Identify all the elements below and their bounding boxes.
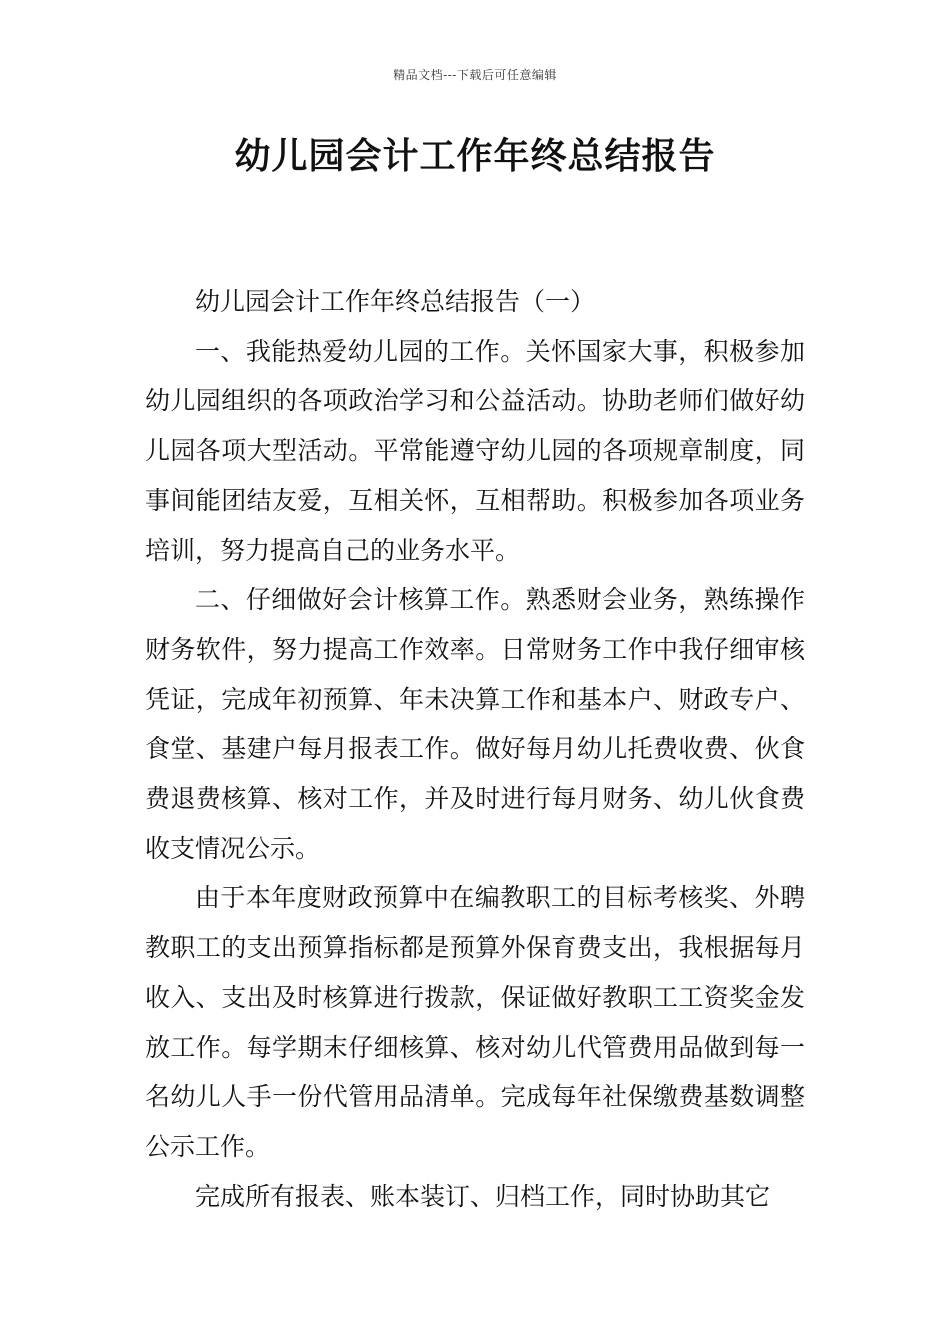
section-heading: 幼儿园会计工作年终总结报告（一） <box>195 287 596 316</box>
paragraph: 由于本年度财政预算中在编教职工的目标考核奖、外聘教职工的支出预算指标都是预算外保育费支出，我根据每月收入、支出及时核算进行拨款，保证做好教职工工资奖金发放工作。每学期末仔细核算、核对幼儿代管费用品做到每一名幼儿人手一份代管用品清单。完成每年社保缴费基数调整公示工作。 <box>145 883 805 1161</box>
paragraph: 一、我能热爱幼儿园的工作。关怀国家大事，积极参加幼儿园组织的各项政治学习和公益活动。协助老师们做好幼儿园各项大型活动。平常能遵守幼儿园的各项规章制度，同事间能团结友爱，互相关怀，互相帮助。积极参加各项业务培训，努力提高自己的业务水平。 <box>145 336 805 565</box>
paragraph: 二、仔细做好会计核算工作。熟悉财会业务，熟练操作财务软件，努力提高工作效率。日常财务工作中我仔细审核凭证，完成年初预算、年未决算工作和基本户、财政专户、食堂、基建户每月报表工作。做好每月幼儿托费收费、伙食费退费核算、核对工作，并及时进行每月财务、幼儿伙食费收支情况公示。 <box>145 585 805 863</box>
paragraph: 完成所有报表、账本装订、归档工作，同时协助其它 <box>195 1181 771 1211</box>
document-header-note: 精品文档---下载后可任意编辑 <box>393 68 557 82</box>
document-title: 幼儿园会计工作年终总结报告 <box>234 136 716 177</box>
document-body <box>145 277 805 1221</box>
